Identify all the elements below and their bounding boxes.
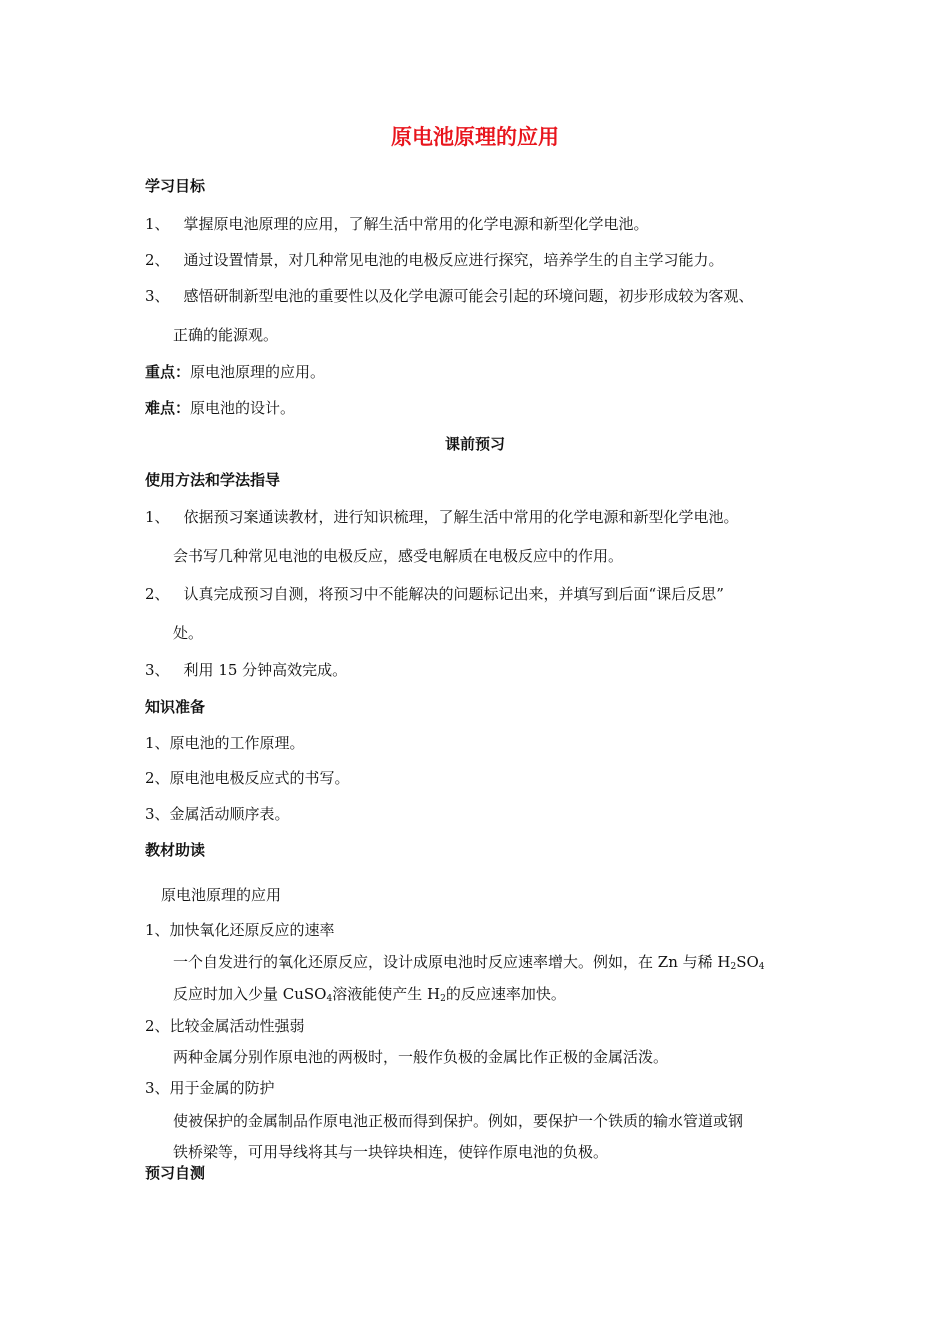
text-segment: SO bbox=[736, 953, 759, 971]
method-heading: 使用方法和学法指导 bbox=[145, 471, 281, 489]
method-continuation: 处。 bbox=[173, 624, 204, 642]
objective-number: 3、 bbox=[145, 287, 170, 305]
difficult-point-label: 难点： bbox=[145, 399, 191, 417]
textbook-intro: 原电池原理的应用 bbox=[161, 886, 282, 904]
method-text: 依据预习案通读教材，进行知识梳理，了解生活中常用的化学电源和新型化学电池。 bbox=[183, 508, 739, 526]
text-segment: 溶液能使产生 H bbox=[332, 985, 441, 1003]
objective-text: 掌握原电池原理的应用，了解生活中常用的化学电源和新型化学电池。 bbox=[183, 215, 649, 233]
textbook-item-text: 两种金属分别作原电池的两极时，一般作负极的金属比作正极的金属活泼。 bbox=[173, 1048, 669, 1066]
textbook-item-title: 2、比较金属活动性强弱 bbox=[145, 1017, 305, 1035]
subscript: 4 bbox=[326, 994, 333, 1004]
knowledge-item: 2、原电池电极反应式的书写。 bbox=[145, 769, 350, 787]
knowledge-item: 3、金属活动顺序表。 bbox=[145, 805, 290, 823]
key-point bbox=[145, 362, 325, 382]
textbook-item-text bbox=[173, 952, 765, 972]
objective-item bbox=[145, 286, 754, 306]
textbook-heading: 教材助读 bbox=[145, 841, 206, 859]
objective-text: 通过设置情景，对几种常见电池的电极反应进行探究，培养学生的自主学习能力。 bbox=[183, 251, 724, 269]
subscript: 2 bbox=[440, 994, 446, 1004]
method-number: 2、 bbox=[145, 585, 170, 603]
textbook-item-text: 铁桥梁等，可用导线将其与一块锌块相连，使锌作原电池的负极。 bbox=[173, 1143, 609, 1161]
textbook-item-title: 3、用于金属的防护 bbox=[145, 1079, 275, 1097]
method-number: 1、 bbox=[145, 508, 170, 526]
subscript: 4 bbox=[758, 962, 765, 972]
objective-number: 2、 bbox=[145, 251, 170, 269]
objectives-heading: 学习目标 bbox=[145, 177, 206, 195]
method-item bbox=[145, 507, 739, 527]
knowledge-item: 1、原电池的工作原理。 bbox=[145, 734, 305, 752]
difficult-point-text: 原电池的设计。 bbox=[190, 399, 296, 417]
method-item bbox=[145, 584, 724, 604]
method-continuation: 会书写几种常见电池的电极反应，感受电解质在电极反应中的作用。 bbox=[173, 547, 624, 565]
method-item bbox=[145, 660, 347, 680]
textbook-item-text bbox=[173, 984, 566, 1004]
difficult-point bbox=[145, 398, 295, 418]
objective-number: 1、 bbox=[145, 215, 170, 233]
knowledge-heading: 知识准备 bbox=[145, 698, 206, 716]
method-number: 3、 bbox=[145, 661, 170, 679]
text-segment: 反应时加入少量 CuSO bbox=[173, 985, 327, 1003]
objective-continuation: 正确的能源观。 bbox=[173, 326, 279, 344]
objective-item bbox=[145, 250, 724, 270]
textbook-item-title: 1、加快氧化还原反应的速率 bbox=[145, 921, 335, 939]
key-point-label: 重点： bbox=[145, 363, 191, 381]
selftest-heading: 预习自测 bbox=[145, 1164, 206, 1182]
preview-heading: 课前预习 bbox=[444, 435, 505, 453]
objective-text: 感悟研制新型电池的重要性以及化学电源可能会引起的环境问题，初步形成较为客观、 bbox=[183, 287, 754, 305]
textbook-item-text: 使被保护的金属制品作原电池正极而得到保护。例如，要保护一个铁质的输水管道或钢 bbox=[173, 1112, 744, 1130]
document-title: 原电池原理的应用 bbox=[391, 125, 559, 149]
subscript: 2 bbox=[730, 962, 737, 972]
key-point-text: 原电池原理的应用。 bbox=[190, 363, 326, 381]
objective-item bbox=[145, 214, 649, 234]
text-segment: 的反应速率加快。 bbox=[445, 985, 566, 1003]
method-text: 认真完成预习自测，将预习中不能解决的问题标记出来，并填写到后面“课后反思” bbox=[183, 585, 724, 603]
method-text: 利用 15 分钟高效完成。 bbox=[183, 661, 348, 679]
text-segment: 一个自发进行的氧化还原反应，设计成原电池时反应速率增大。例如，在 Zn 与稀 H bbox=[173, 953, 731, 971]
